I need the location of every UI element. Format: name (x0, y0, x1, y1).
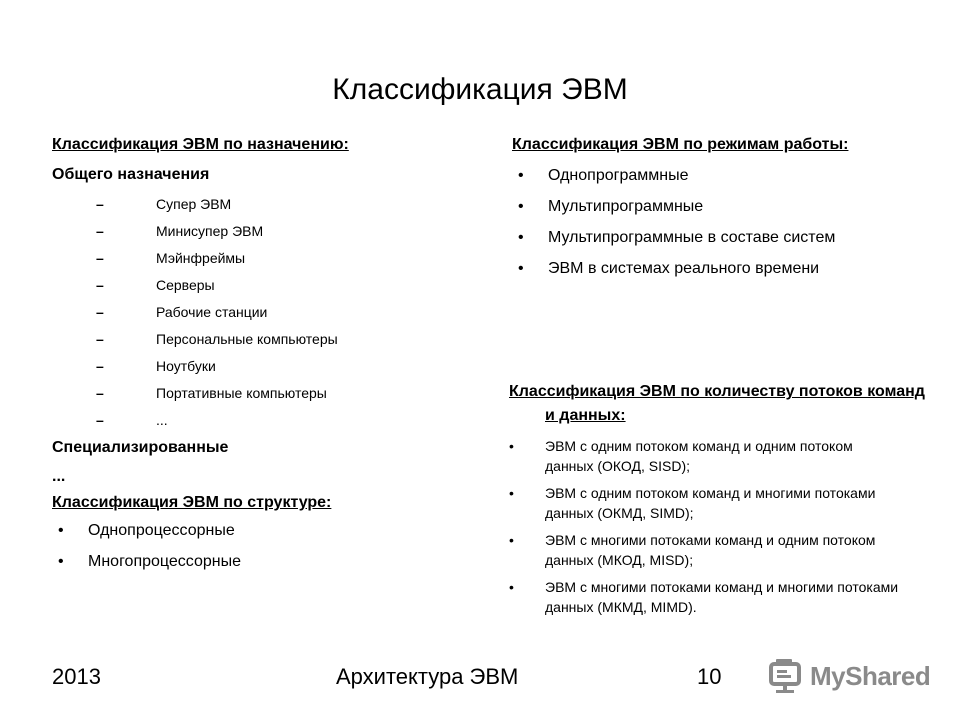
list-item: – Супер ЭВМ (52, 191, 482, 218)
dash-mark: – (96, 358, 104, 374)
general-heading: Общего назначения (52, 166, 210, 183)
presentation-board-icon (768, 657, 806, 695)
logo-text: MyShared (810, 661, 931, 691)
list-item: • Мультипрограммные (512, 195, 932, 219)
dash-mark: – (96, 250, 104, 266)
bullet-mark: • (518, 260, 524, 277)
dash-mark: – (96, 412, 104, 428)
bullet-mark: • (509, 485, 514, 501)
list-item: • Многопроцессорные (52, 550, 482, 574)
list-item: • Однопроцессорные (52, 519, 482, 543)
right-top-column (512, 133, 932, 288)
dash-mark: – (96, 223, 104, 239)
structure-heading: Классификация ЭВМ по структуре: (52, 494, 332, 511)
dash-mark: – (96, 277, 104, 293)
list-item: – Рабочие станции (52, 299, 482, 326)
list-item: • ЭВМ в системах реального времени (512, 257, 932, 281)
ellipsis: ... (52, 468, 66, 485)
list-item: • ЭВМ с одним потоком команд и многими потоками данных (ОКМД, SIMD); (509, 485, 876, 521)
bullet-mark: • (58, 553, 64, 570)
bullet-mark: • (518, 198, 524, 215)
list-item: – Минисупер ЭВМ (52, 218, 482, 245)
list-item: – Серверы (52, 272, 482, 299)
dash-mark: – (96, 304, 104, 320)
page-number: 10 (697, 664, 722, 689)
general-list (52, 191, 482, 434)
dash-mark: – (96, 196, 104, 212)
purpose-heading: Классификация ЭВМ по назначению: (52, 136, 349, 153)
dash-mark: – (96, 331, 104, 347)
modes-heading: Классификация ЭВМ по режимам работы: (512, 136, 849, 153)
myshared-logo[interactable] (768, 656, 931, 696)
structure-list (52, 519, 482, 574)
list-item: • ЭВМ с многими потоками команд и одним потоком данных (МКОД, MISD); (509, 532, 876, 568)
list-item: • Однопрограммные (512, 164, 932, 188)
bullet-mark: • (518, 229, 524, 246)
bullet-mark: • (509, 438, 514, 454)
list-item: – Персональные компьютеры (52, 326, 482, 353)
streams-heading: Классификация ЭВМ по количеству потоков команд и данных: (509, 383, 925, 424)
list-item: • Мультипрограммные в составе систем (512, 226, 848, 250)
list-item: – Мэйнфреймы (52, 245, 482, 272)
left-column (52, 133, 482, 581)
bullet-mark: • (509, 579, 514, 595)
streams-list (509, 436, 934, 617)
right-bottom-column (509, 380, 934, 624)
list-item: • ЭВМ с одним потоком команд и одним потоком данных (ОКОД, SISD); (509, 438, 853, 474)
bullet-mark: • (518, 167, 524, 184)
footer-title: Архитектура ЭВМ (336, 664, 519, 689)
bullet-mark: • (58, 522, 64, 539)
specialized-heading: Специализированные (52, 439, 229, 456)
list-item: – Портативные компьютеры (52, 380, 482, 407)
list-item: – ... (52, 407, 482, 434)
footer-year: 2013 (52, 664, 101, 689)
list-item: – Ноутбуки (52, 353, 482, 380)
slide-title: Классификация ЭВМ (332, 73, 628, 106)
modes-list (512, 164, 932, 281)
bullet-mark: • (509, 532, 514, 548)
list-item: • ЭВМ с многими потоками команд и многими потоками данных (МКМД, MIMD). (509, 579, 899, 615)
dash-mark: – (96, 385, 104, 401)
